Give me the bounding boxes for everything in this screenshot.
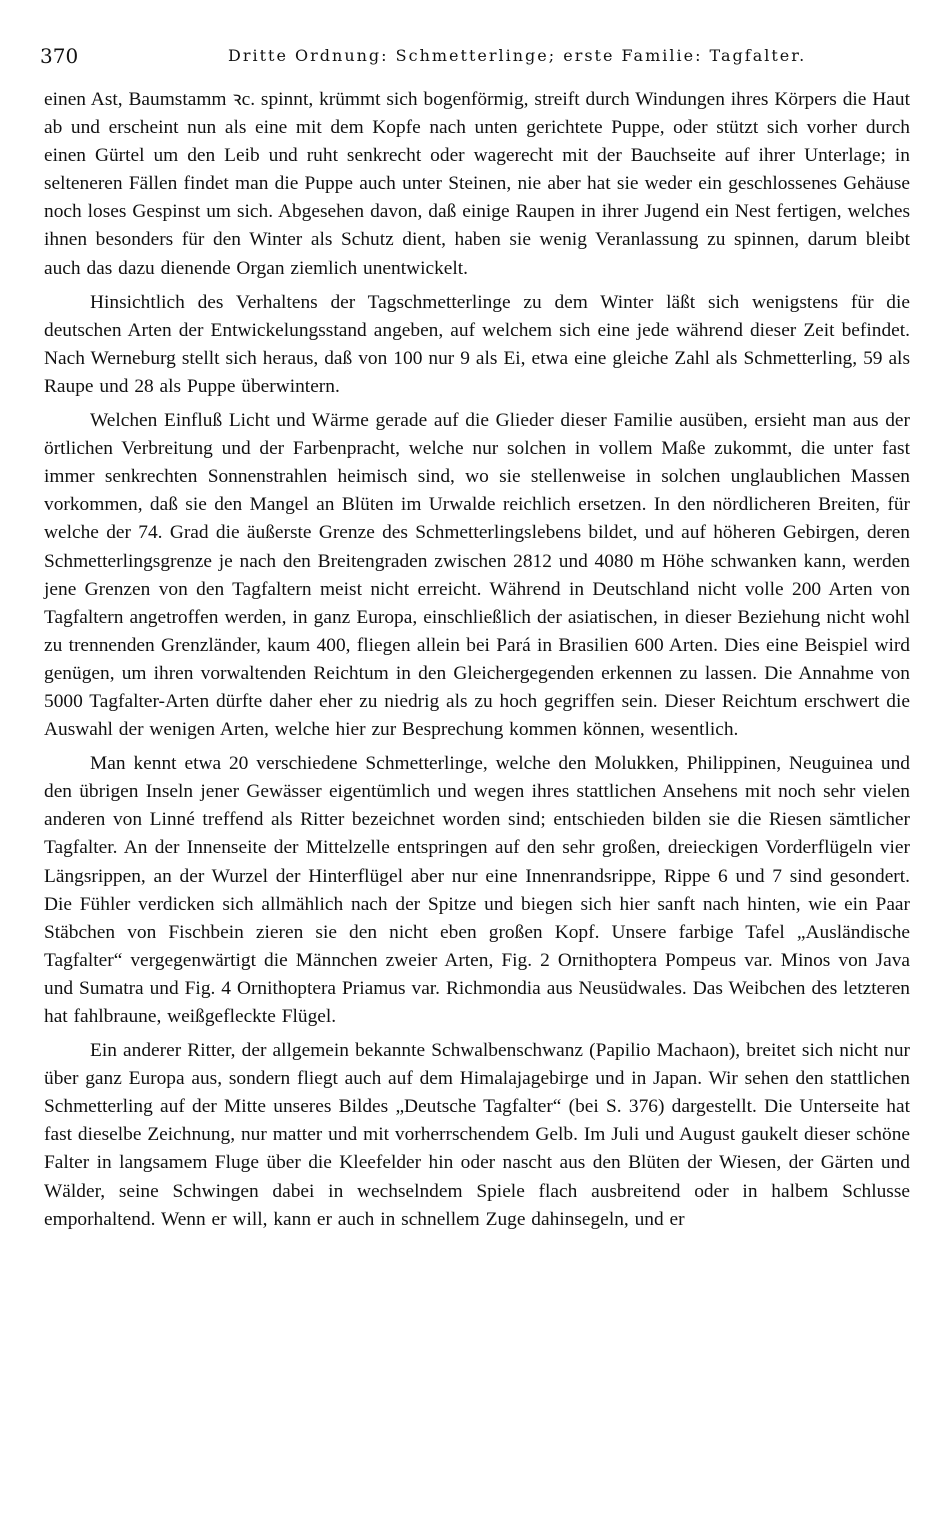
page-number: 370	[40, 44, 79, 68]
paragraph-schwalbenschwanz: Ein anderer Ritter, der allgemein bekannte Schwalbenschwanz (Papilio Machaon), breitet sich nicht nur über ganz Europa aus, sondern fliegt auch auf dem Himalajagebirge und in Japan. Wir sehen den stattlichen Schmetterling auf der Mitte unseres Bildes „Deutsche Tagfalter“ (bei S. 376) dargestellt. Die Unterseite hat fast dieselbe Zeichnung, nur matter und mit vorherrschendem Gelb. Im Juli und August gaukelt dieser schöne Falter in langsamem Fluge über die Kleefelder hin oder nascht aus den Blüten der Wiesen, der Gärten und Wälder, seine Schwingen dabei in wechselndem Spiele flach ausbreitend oder in halbem Schlusse emporhaltend. Wenn er will, kann er auch in schnellem Zuge dahinsegeln, und er	[44, 1040, 910, 1230]
running-head: Dritte Ordnung: Schmetterlinge; erste Familie: Tagfalter.	[228, 46, 807, 65]
paragraph-ritter: Man kennt etwa 20 verschiedene Schmetterlinge, welche den Molukken, Philippinen, Neuguinea und den übrigen Inseln jener Gewässer eigentümlich und wegen ihres stattlichen Ansehens mit noch sehr vielen anderen von Linné treffend als Ritter bezeichnet worden sind; entschieden bilden sie die Riesen sämtlicher Tagfalter. An der Innenseite der Mittelzelle entspringen auf den sehr großen, dreieckigen Vorderflügeln vier Längsrippen, an der Wurzel der Hinterflügel aber nur eine Innenrandsrippe, Rippe 6 und 7 sind gesondert. Die Fühler verdicken sich allmählich nach der Spitze und biegen sich hier sanft nach hinten, wie ein Paar Stäbchen von Fischbein zieren sie den nicht eben großen Kopf. Unsere farbige Tafel „Ausländische Tagfalter“ vergegenwärtigt die Männchen zweier Arten, Fig. 2 Ornithoptera Pompeus var. Minos von Java und Sumatra und Fig. 4 Ornithoptera Priamus var. Richmondia aus Neusüdwales. Das Weibchen des letzteren hat fahlbraune, weißgefleckte Flügel.	[44, 753, 910, 1027]
paragraph-winter: Hinsichtlich des Verhaltens der Tagschmetterlinge zu dem Winter läßt sich wenigstens für die deutschen Arten der Entwickelungsstand angeben, auf welchem sich eine jede während dieser Zeit befindet. Nach Werneburg stellt sich heraus, daß von 100 nur 9 als Ei, etwa eine gleiche Zahl als Schmetterling, 59 als Raupe und 28 als Puppe überwintern.	[44, 291, 910, 397]
paragraph-continuation: einen Ast, Baumstamm ꝛc. spinnt, krümmt sich bogenförmig, streift durch Windungen ihres Körpers die Haut ab und erscheint nun als eine mit dem Kopfe nach unten gerichtete Puppe, oder stützt sich vorher durch einen Gürtel um den Leib und ruht senkrecht oder wagerecht mit der Bauchseite auf ihrer Unterlage; in selteneren Fällen findet man die Puppe auch unter Steinen, nie aber hat sie weder ein geschlossenes Gehäuse noch loses Gespinst um sich. Abgesehen davon, daß einige Raupen in ihrer Jugend ein Nest fertigen, welches ihnen besonders für den Winter als Schutz dient, haben sie wenig Veranlassung zu spinnen, darum bleibt auch das dazu dienende Organ ziemlich unentwickelt.	[44, 89, 910, 279]
page-header	[40, 40, 910, 72]
paragraph-light-warmth: Welchen Einfluß Licht und Wärme gerade auf die Glieder dieser Familie ausüben, ersieht man aus der örtlichen Verbreitung und der Farbenpracht, welche nur solchen in vollem Maße zukommt, die unter fast immer senkrechten Sonnenstrahlen heimisch sind, wo sie stellenweise in solchen unglaublichen Massen vorkommen, daß sie den Mangel an Blüten im Urwalde reichlich ersetzen. In den nördlicheren Breiten, für welche der 74. Grad die äußerste Grenze des Schmetterlingslebens bildet, und auf höheren Gebirgen, deren Schmetterlingsgrenze je nach den Breitengraden zwischen 2812 und 4080 m Höhe schwanken kann, werden jene Grenzen von den Tagfaltern meist nicht erreicht. Während in Deutschland nicht volle 200 Arten von Tagfaltern angetroffen werden, in ganz Europa, einschließlich der asiatischen, in dieser Beziehung nicht wohl zu trennenden Grenzländer, kaum 400, fliegen allein bei Pará in Brasilien 600 Arten. Dies eine Beispiel wird genügen, um ihren vorwaltenden Reichtum in den Gleichergegenden erkennen zu lassen. Die Annahme von 5000 Tagfalter-Arten dürfte daher eher zu niedrig als zu hoch gegriffen sein. Dieser Reichtum erschwert die Auswahl der wenigen Arten, welche hier zur Besprechung kommen können, wesentlich.	[44, 410, 910, 741]
body-text	[44, 86, 910, 1240]
